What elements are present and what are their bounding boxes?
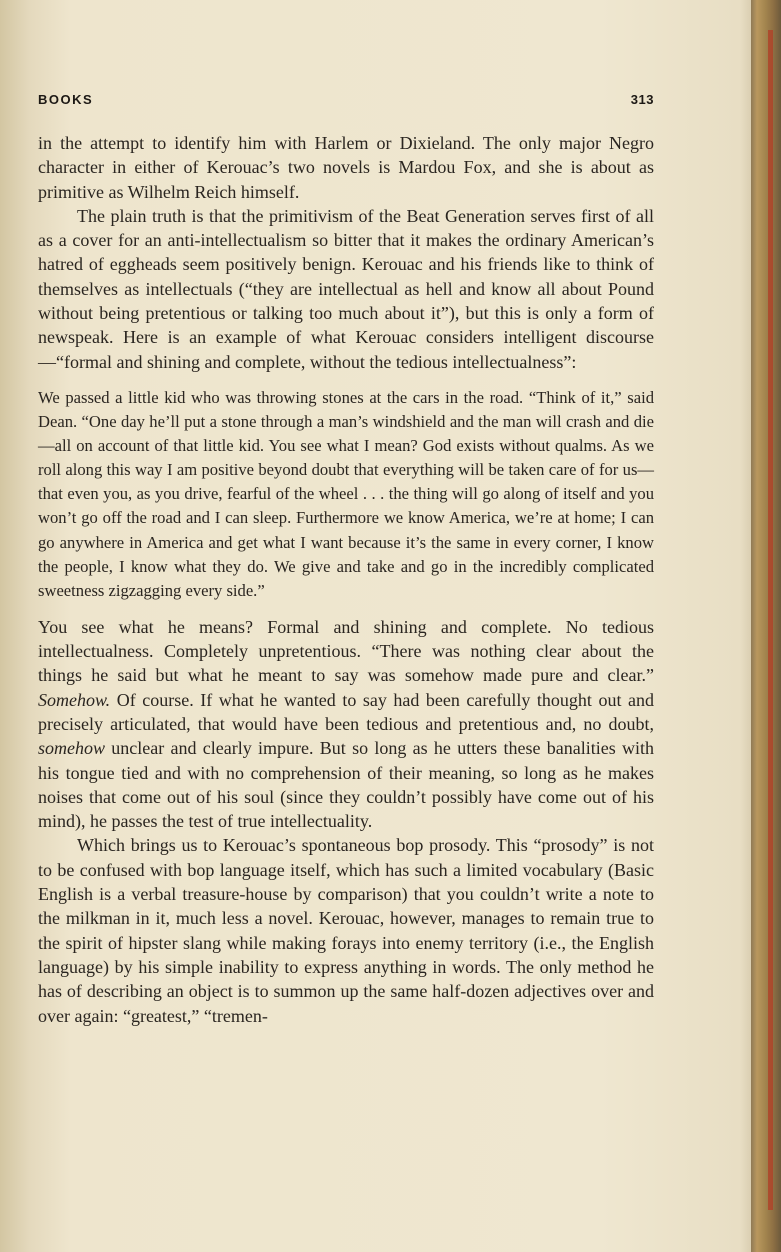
paragraph-bop-prosody: Which brings us to Kerouac’s spontaneous bop prosody. This “prosody” is not to be confused with bop language itself, which has such a limited vocabulary (Basic English is a verbal treasure-house by comparison) that you couldn’t write a note to the milkman in it, much less a novel. Kerouac, however, manages to remain true to the spirit of hipster slang while making forays into enemy territory (i.e., the English language) by his simple inability to express anything in words. The only method he has of describing an object is to summon up the same half-dozen adjectives over and over again: “greatest,” “tremen-: [38, 835, 654, 1026]
book-spine-edge: [751, 0, 781, 1252]
page-number: 313: [630, 92, 654, 107]
spine-red-stripe: [768, 30, 773, 1210]
paragraph-text: Of course. If what he wanted to say had been carefully thought out and precisely articulated, that would have been tedious and pretentious and, no doubt,: [38, 689, 654, 734]
paragraph-continued: in the attempt to identify him with Harlem or Dixieland. The only major Negro character in either of Kerouac’s two novels is Mardou Fox, and she is about as primitive as Wilhelm Reich himself.: [38, 133, 654, 202]
section-title: BOOKS: [38, 92, 94, 107]
article-body: [38, 131, 654, 1028]
block-quote: We passed a little kid who was throwing stones at the cars in the road. “Think of it,” said Dean. “One day he’ll put a stone through a man’s windshield and the man will crash and die—all on account of that little kid. You see what I mean? God exists without qualms. As we roll along this way I am positive beyond doubt that everything will be taken care of for us—that even you, as you drive, fearful of the wheel . . . the thing will go along of itself and you won’t go off the road and I can sleep. Furthermore we know America, we’re at home; I can go anywhere in America and get what I want because it’s the same in every corner, I know the people, I know what they do. We give and take and go in the incredibly complicated sweetness zigzagging every side.”: [38, 387, 654, 600]
paragraph-text: unclear and clearly impure. But so long as he utters these banalities with his tongue tied and with no comprehension of their meaning, so long as he makes noises that come out of his soul (since they couldn’t possibly have come out of his mind), he passes the test of true intellectuality.: [38, 738, 654, 832]
paragraph-text: You see what he means? Formal and shining and complete. No tedious intellectualness. Completely unpretentious. “There was nothing clear about the things he said but what he meant to say was somehow made pure and clear.”: [38, 616, 654, 686]
paragraph-you-see: [38, 615, 654, 834]
paragraph-plain-truth: The plain truth is that the primitivism of the Beat Generation serves first of all as a cover for an anti-intellectualism so bitter that it makes the ordinary American’s hatred of eggheads seem positively benign. Kerouac and his friends like to think of themselves as intellectuals (“they are intellectual as hell and know all about Pound without being pretentious or talking too much about it”), but this is only a form of newspeak. Here is an example of what Kerouac considers intelligent discourse—“formal and shining and complete, without the tedious intellectualness”:: [38, 205, 654, 372]
italic-word: Somehow.: [38, 689, 111, 710]
running-head: [38, 92, 654, 114]
italic-word: somehow: [38, 738, 105, 759]
